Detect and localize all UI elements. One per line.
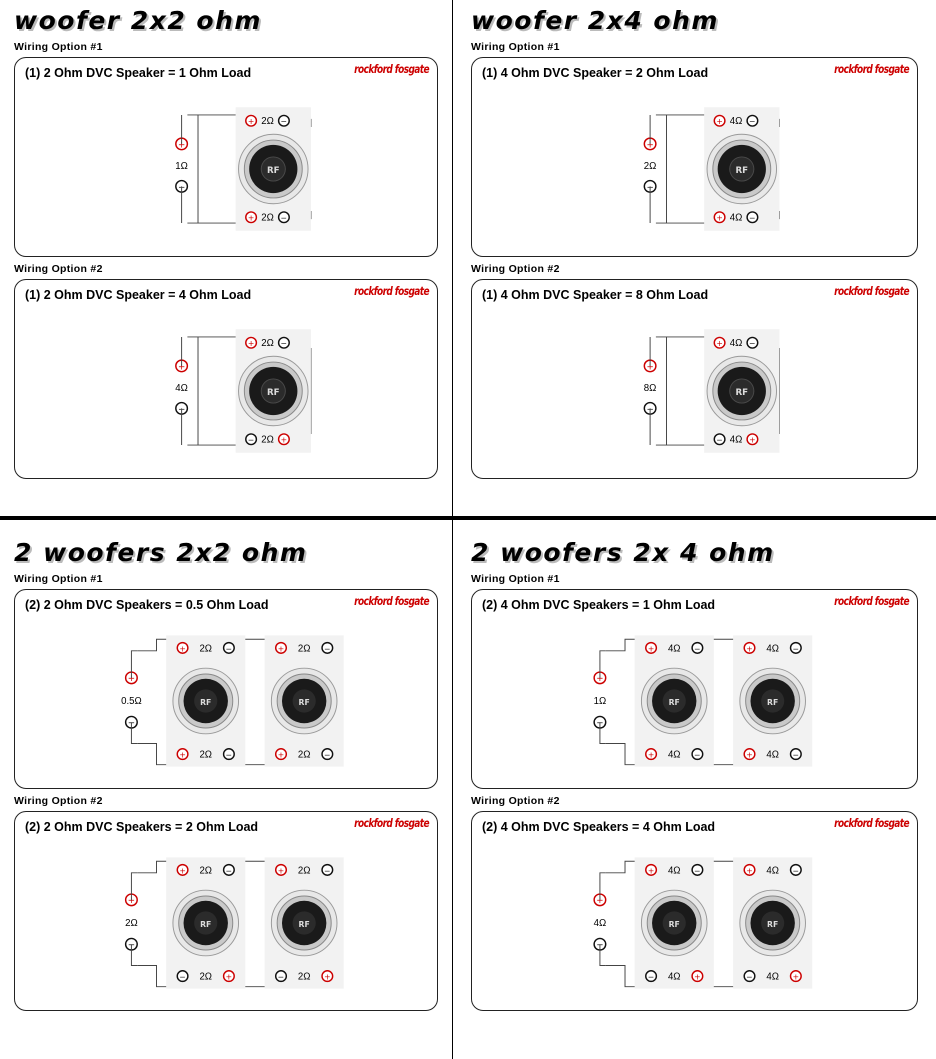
svg-text:2Ω: 2Ω	[297, 971, 311, 983]
wiring-diagram-single	[15, 86, 437, 252]
panel-woofer-2x4-ohm	[453, 0, 936, 516]
svg-text:+: +	[646, 362, 654, 373]
svg-text:+: +	[177, 362, 186, 373]
load-value: 4Ω	[593, 917, 607, 929]
svg-text:2Ω: 2Ω	[297, 749, 311, 761]
load-value: 0.5Ω	[121, 695, 142, 707]
svg-text:2Ω: 2Ω	[199, 749, 213, 761]
svg-text:+: +	[647, 644, 655, 654]
svg-text:RF: RF	[735, 165, 749, 176]
svg-text:−: −	[324, 750, 331, 760]
wiring-diagram-single	[15, 308, 437, 474]
svg-text:−: −	[596, 718, 604, 729]
wiring-card	[471, 57, 918, 257]
svg-text:+: +	[277, 750, 285, 760]
rockford-fosgate-logo: rockford fosgate	[354, 596, 429, 609]
svg-text:2Ω: 2Ω	[297, 865, 311, 877]
svg-text:−: −	[749, 339, 756, 349]
svg-text:+: +	[179, 750, 186, 760]
svg-text:4Ω: 4Ω	[766, 971, 779, 983]
card-title: (2) 4 Ohm DVC Speakers = 1 Ohm Load	[482, 598, 716, 612]
svg-text:−: −	[177, 404, 186, 415]
panel-title: 2 woofers 2x2 ohm	[14, 538, 308, 567]
wiring-card	[14, 279, 438, 479]
rockford-fosgate-logo: rockford fosgate	[354, 286, 429, 299]
svg-text:4Ω: 4Ω	[766, 865, 779, 877]
load-value: 8Ω	[643, 383, 657, 394]
svg-text:+: +	[694, 972, 701, 982]
svg-text:+: +	[247, 117, 255, 127]
svg-text:−: −	[646, 404, 654, 415]
svg-text:4Ω: 4Ω	[729, 434, 743, 446]
panel-2-woofers-2x4-ohm	[453, 520, 936, 1059]
svg-text:4Ω: 4Ω	[667, 643, 681, 655]
svg-text:+: +	[277, 866, 285, 876]
card-title: (1) 4 Ohm DVC Speaker = 8 Ohm Load	[482, 288, 709, 302]
svg-text:+: +	[177, 140, 186, 151]
svg-text:2Ω: 2Ω	[261, 116, 274, 128]
wiring-option-label: Wiring Option #2	[14, 795, 103, 807]
wiring-option-label: Wiring Option #2	[471, 795, 560, 807]
svg-text:−: −	[225, 866, 233, 876]
svg-text:−: −	[694, 750, 701, 760]
svg-text:+: +	[647, 866, 655, 876]
wiring-diagram-dual	[15, 840, 437, 1006]
svg-text:−: −	[225, 644, 233, 654]
svg-text:+: +	[596, 896, 604, 907]
svg-text:−: −	[746, 972, 753, 982]
svg-text:−: −	[694, 644, 701, 654]
svg-text:−: −	[646, 182, 654, 193]
panel-title: woofer 2x4 ohm	[471, 6, 719, 35]
svg-text:RF: RF	[266, 165, 280, 176]
wiring-diagram-dual	[472, 840, 917, 1006]
svg-text:−: −	[179, 972, 186, 982]
svg-text:−: −	[792, 750, 800, 760]
svg-text:+: +	[716, 117, 723, 127]
svg-text:−: −	[127, 718, 136, 729]
panel-title: woofer 2x2 ohm	[14, 6, 262, 35]
svg-text:+: +	[247, 339, 255, 349]
load-value: 4Ω	[175, 383, 188, 394]
svg-text:+: +	[716, 213, 723, 223]
svg-text:−: −	[225, 750, 233, 760]
panel-2-woofers-2x2-ohm	[0, 520, 452, 1059]
svg-text:2Ω: 2Ω	[261, 338, 274, 350]
wiring-card	[14, 589, 438, 789]
svg-text:−: −	[647, 972, 655, 982]
svg-text:+: +	[596, 674, 604, 685]
svg-text:+: +	[179, 644, 186, 654]
svg-text:−: −	[792, 866, 800, 876]
svg-text:+: +	[746, 750, 753, 760]
rockford-fosgate-logo: rockford fosgate	[834, 64, 909, 77]
svg-text:2Ω: 2Ω	[199, 971, 213, 983]
wiring-option-label: Wiring Option #1	[14, 573, 103, 585]
wiring-card	[14, 57, 438, 257]
wiring-option-label: Wiring Option #2	[471, 263, 560, 275]
svg-text:4Ω: 4Ω	[667, 749, 681, 761]
svg-text:−: −	[749, 117, 756, 127]
svg-text:RF: RF	[668, 919, 680, 929]
svg-text:−: −	[716, 435, 723, 445]
svg-text:4Ω: 4Ω	[729, 212, 743, 224]
svg-text:+: +	[247, 213, 255, 223]
svg-text:−: −	[247, 435, 255, 445]
wiring-card	[471, 279, 918, 479]
rockford-fosgate-logo: rockford fosgate	[834, 286, 909, 299]
svg-text:−: −	[280, 339, 288, 349]
svg-text:−: −	[280, 117, 288, 127]
svg-text:+: +	[127, 674, 136, 685]
wiring-option-label: Wiring Option #2	[14, 263, 103, 275]
svg-text:RF: RF	[668, 697, 680, 707]
card-title: (2) 4 Ohm DVC Speakers = 4 Ohm Load	[482, 820, 716, 834]
svg-text:2Ω: 2Ω	[199, 643, 213, 655]
svg-text:RF: RF	[200, 697, 212, 707]
svg-text:+: +	[716, 339, 723, 349]
svg-text:4Ω: 4Ω	[729, 338, 743, 350]
svg-text:4Ω: 4Ω	[667, 971, 681, 983]
svg-text:−: −	[694, 866, 701, 876]
wiring-option-label: Wiring Option #1	[471, 41, 560, 53]
svg-text:RF: RF	[298, 697, 310, 707]
svg-text:4Ω: 4Ω	[667, 865, 681, 877]
wiring-card	[471, 589, 918, 789]
load-value: 1Ω	[593, 695, 607, 707]
svg-text:4Ω: 4Ω	[766, 749, 779, 761]
svg-text:+: +	[746, 866, 753, 876]
panel-woofer-2x2-ohm	[0, 0, 452, 516]
svg-text:4Ω: 4Ω	[766, 643, 779, 655]
svg-text:+: +	[324, 972, 331, 982]
svg-text:RF: RF	[735, 387, 749, 398]
panel-title: 2 woofers 2x 4 ohm	[471, 538, 775, 567]
rockford-fosgate-logo: rockford fosgate	[834, 596, 909, 609]
svg-text:−: −	[596, 940, 604, 951]
load-value: 1Ω	[175, 161, 188, 172]
svg-text:2Ω: 2Ω	[261, 212, 274, 224]
wiring-option-label: Wiring Option #1	[14, 41, 103, 53]
svg-text:RF: RF	[767, 919, 779, 929]
svg-text:2Ω: 2Ω	[199, 865, 213, 877]
load-value: 2Ω	[643, 161, 657, 172]
svg-text:−: −	[280, 213, 288, 223]
svg-text:−: −	[324, 644, 331, 654]
svg-text:+: +	[179, 866, 186, 876]
svg-text:+: +	[277, 644, 285, 654]
rockford-fosgate-logo: rockford fosgate	[354, 64, 429, 77]
rockford-fosgate-logo: rockford fosgate	[354, 818, 429, 831]
svg-text:−: −	[749, 213, 756, 223]
card-title: (2) 2 Ohm DVC Speakers = 2 Ohm Load	[25, 820, 259, 834]
wiring-card	[14, 811, 438, 1011]
svg-text:−: −	[177, 182, 186, 193]
card-title: (1) 2 Ohm DVC Speaker = 1 Ohm Load	[25, 66, 252, 80]
svg-text:2Ω: 2Ω	[261, 434, 274, 446]
load-value: 2Ω	[125, 917, 138, 929]
card-title: (1) 4 Ohm DVC Speaker = 2 Ohm Load	[482, 66, 709, 80]
rockford-fosgate-logo: rockford fosgate	[834, 818, 909, 831]
svg-text:+: +	[792, 972, 800, 982]
wiring-diagram-dual	[472, 618, 917, 784]
svg-text:−: −	[277, 972, 285, 982]
wiring-diagram-single	[472, 308, 917, 474]
svg-text:+: +	[647, 750, 655, 760]
svg-text:2Ω: 2Ω	[297, 643, 311, 655]
wiring-option-label: Wiring Option #1	[471, 573, 560, 585]
svg-text:−: −	[324, 866, 331, 876]
svg-text:RF: RF	[200, 919, 212, 929]
wiring-diagram-dual	[15, 618, 437, 784]
card-title: (2) 2 Ohm DVC Speakers = 0.5 Ohm Load	[25, 598, 269, 612]
svg-text:+: +	[746, 644, 753, 654]
svg-text:+: +	[225, 972, 233, 982]
svg-text:+: +	[127, 896, 136, 907]
svg-text:−: −	[127, 940, 136, 951]
wiring-card	[471, 811, 918, 1011]
svg-text:RF: RF	[767, 697, 779, 707]
svg-text:RF: RF	[266, 387, 280, 398]
wiring-diagram-single	[472, 86, 917, 252]
svg-text:4Ω: 4Ω	[729, 116, 743, 128]
svg-text:+: +	[646, 140, 654, 151]
svg-text:+: +	[280, 435, 288, 445]
svg-text:RF: RF	[298, 919, 310, 929]
svg-text:+: +	[749, 435, 756, 445]
svg-text:−: −	[792, 644, 800, 654]
card-title: (1) 2 Ohm DVC Speaker = 4 Ohm Load	[25, 288, 252, 302]
